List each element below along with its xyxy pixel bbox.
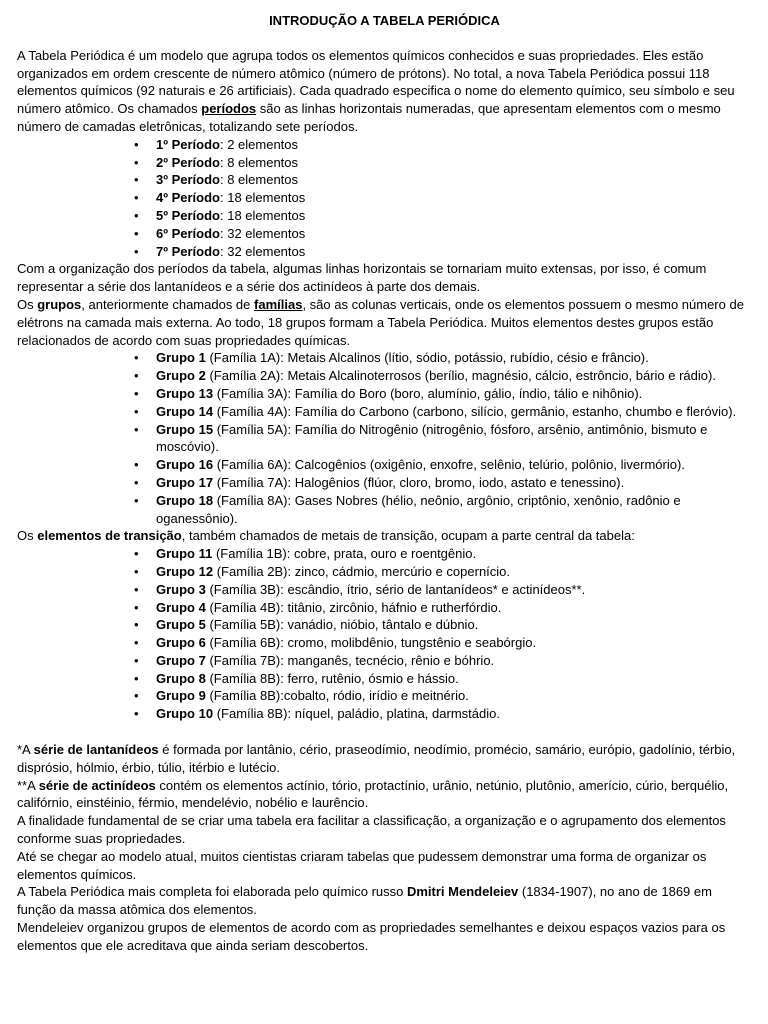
group-text: (Família 2A): Metais Alcalinoterrosos (berílio, magnésio, cálcio, estrôncio, bário e rádio). xyxy=(205,368,716,384)
group-label: Grupo 11 xyxy=(156,546,213,562)
group-item xyxy=(156,563,752,581)
group-item xyxy=(156,616,752,634)
mendeleiev-text-1: A Tabela Periódica mais completa foi elaborada pelo químico russo xyxy=(17,884,407,900)
transition-groups-list xyxy=(17,545,752,723)
period-value: : 18 elementos xyxy=(219,207,306,223)
group-label: Grupo 7 xyxy=(156,652,206,668)
period-value: : 32 elementos xyxy=(219,225,306,241)
group-text: (Família 8A): Gases Nobres (hélio, neônio, argônio, criptônio, xenônio, radônio e oganessônio). xyxy=(156,492,681,526)
section-spacer xyxy=(17,723,752,741)
group-item xyxy=(156,456,752,474)
period-value: : 8 elementos xyxy=(219,154,299,170)
group-text: (Família 5B): vanádio, nióbio, tântalo e dúbnio. xyxy=(205,617,479,633)
groups-text-1: Os xyxy=(17,296,38,312)
group-label: Grupo 5 xyxy=(156,617,206,633)
group-text: (Família 8B): ferro, rutênio, ósmio e hássio. xyxy=(205,670,459,686)
group-text: (Família 8B):cobalto, ródio, irídio e meitnério. xyxy=(205,688,469,704)
group-text: (Família 2B): zinco, cádmio, mercúrio e copernício. xyxy=(213,563,511,579)
period-value: : 8 elementos xyxy=(219,172,299,188)
intro-text-a: A Tabela Periódica é um modelo que agrupa todos os elementos químicos conhecidos e suas propriedades. Eles estão organizados em ordem crescente de número atômico (número de prótons). No total, a nova Tabela Periódica possui 118 elementos químicos (92 naturais e 26 artificiais). Cada quadrado especifica o nome do elemento químico, seu símbolo e seu número atômico. Os chamados xyxy=(17,47,735,117)
group-item xyxy=(156,367,752,385)
lanthanides-note xyxy=(17,741,752,777)
group-item xyxy=(156,634,752,652)
group-label: Grupo 17 xyxy=(156,474,214,490)
group-item xyxy=(156,545,752,563)
transition-text-2: , também chamados de metais de transição, ocupam a parte central da tabela: xyxy=(181,528,635,544)
note-text: é formada por lantânio, cério, praseodímio, neodímio, promécio, samário, európio, gadolínio, térbio, disprósio, hólmio, érbio, túlio, itérbio e lutécio. xyxy=(17,742,736,775)
group-label: Grupo 6 xyxy=(156,635,206,651)
group-text: (Família 1B): cobre, prata, ouro e roentgênio. xyxy=(212,546,477,562)
intro-paragraph xyxy=(17,47,752,136)
period-label: 2º Período xyxy=(156,154,220,170)
period-label: 7º Período xyxy=(156,243,220,259)
mendeleiev-name: Dmitri Mendeleiev xyxy=(406,884,519,900)
group-item xyxy=(156,652,752,670)
group-item xyxy=(156,581,752,599)
group-label: Grupo 9 xyxy=(156,688,206,704)
group-label: Grupo 4 xyxy=(156,599,206,615)
transition-text-1: Os xyxy=(17,528,38,544)
group-item xyxy=(156,492,752,528)
period-label: 3º Período xyxy=(156,172,220,188)
group-label: Grupo 15 xyxy=(156,421,214,437)
period-item xyxy=(156,243,752,261)
transition-term: elementos de transição xyxy=(37,528,182,544)
grupos-term: grupos xyxy=(37,296,82,312)
organization-paragraph: Com a organização dos períodos da tabela, algumas linhas horizontais se tornariam muito extensas, por isso, é comum representar a série dos lantanídeos e a série dos actinídeos à parte dos demais. xyxy=(17,261,707,295)
group-label: Grupo 14 xyxy=(156,403,214,419)
period-item xyxy=(156,207,752,225)
note-prefix: **A xyxy=(17,777,39,793)
group-label: Grupo 16 xyxy=(156,457,214,473)
groups-paragraph xyxy=(17,296,752,349)
group-item xyxy=(156,599,752,617)
group-label: Grupo 2 xyxy=(156,368,206,384)
group-text: (Família 5A): Família do Nitrogênio (nitrogênio, fósforo, arsênio, antimônio, bismuto e moscóvio). xyxy=(156,421,708,455)
group-text: (Família 1A): Metais Alcalinos (lítio, sódio, potássio, rubídio, césio e frâncio). xyxy=(205,350,649,366)
main-groups-list xyxy=(17,349,752,527)
group-text: (Família 7A): Halogênios (flúor, cloro, bromo, iodo, astato e tenessino). xyxy=(213,474,625,490)
period-item xyxy=(156,154,752,172)
group-text: (Família 7B): manganês, tecnécio, rênio e bóhrio. xyxy=(205,652,495,668)
period-label: 4º Período xyxy=(156,190,220,206)
period-item xyxy=(156,189,752,207)
actinides-term: série de actinídeos xyxy=(38,777,156,793)
group-item xyxy=(156,385,752,403)
actinides-note xyxy=(17,777,752,813)
group-label: Grupo 1 xyxy=(156,350,206,366)
transition-paragraph xyxy=(17,527,752,545)
lanthanides-term: série de lantanídeos xyxy=(33,742,159,758)
group-item xyxy=(156,705,752,723)
period-value: : 2 elementos xyxy=(219,136,299,152)
period-value: : 32 elementos xyxy=(219,243,306,259)
group-label: Grupo 12 xyxy=(156,563,214,579)
period-label: 1º Período xyxy=(156,136,220,152)
period-label: 6º Período xyxy=(156,225,220,241)
period-item xyxy=(156,225,752,243)
familias-term: famílias xyxy=(254,296,303,312)
group-item xyxy=(156,670,752,688)
group-text: (Família 8B): níquel, paládio, platina, darmstádio. xyxy=(213,706,500,722)
scientists-paragraph: Até se chegar ao modelo atual, muitos cientistas criaram tabelas que pudessem demonstrar uma forma de organizar os elementos químicos. xyxy=(17,848,707,882)
mendeleiev-text-2: (1834-1907), no ano de 1869 em função da massa atômica dos elementos. xyxy=(17,884,712,918)
group-label: Grupo 18 xyxy=(156,492,214,508)
mendeleiev-paragraph xyxy=(17,883,752,919)
group-label: Grupo 13 xyxy=(156,385,214,401)
periods-list xyxy=(17,136,752,261)
group-item xyxy=(156,421,752,457)
group-item xyxy=(156,687,752,705)
groups-text-3: , são as colunas verticais, onde os elementos possuem o mesmo número de elétrons na camada mais externa. Ao todo, 18 grupos formam a Tabela Periódica. Muitos elementos destes grupos estão relacionados de acordo com suas propriedades químicas. xyxy=(17,296,744,348)
intro-text-b: são as linhas horizontais numeradas, que apresentam elementos com o mesmo número de camadas eletrônicas, totalizando sete períodos. xyxy=(17,101,721,134)
periodos-term: períodos xyxy=(201,101,257,117)
period-item xyxy=(156,171,752,189)
period-item xyxy=(156,136,752,154)
group-text: (Família 3B): escândio, ítrio, sério de lantanídeos* e actinídeos**. xyxy=(205,581,586,597)
group-text: (Família 3A): Família do Boro (boro, alumínio, gálio, índio, tálio e nihônio). xyxy=(213,385,643,401)
group-item xyxy=(156,349,752,367)
group-text: (Família 6A): Calcogênios (oxigênio, enxofre, selênio, telúrio, polônio, livermório). xyxy=(213,457,685,473)
group-text: (Família 6B): cromo, molibdênio, tungstênio e seabórgio. xyxy=(205,635,537,651)
document-title: INTRODUÇÃO A TABELA PERIÓDICA xyxy=(269,13,500,28)
group-label: Grupo 10 xyxy=(156,706,214,722)
group-item xyxy=(156,474,752,492)
note-text: contém os elementos actínio, tório, protactínio, urânio, netúnio, plutônio, amerício, cúrio, berquélio, califórnio, einstéinio, férmio, mendelévio, nobélio e laurêncio. xyxy=(17,777,729,811)
period-label: 5º Período xyxy=(156,207,220,223)
group-text: (Família 4A): Família do Carbono (carbono, silício, germânio, estanho, chumbo e fleróvio). xyxy=(213,403,737,419)
groups-text-2: , anteriormente chamados de xyxy=(81,296,255,312)
purpose-paragraph: A finalidade fundamental de se criar uma tabela era facilitar a classificação, a organização e o agrupamento dos elementos conforme suas propriedades. xyxy=(17,813,726,847)
final-paragraph: Mendeleiev organizou grupos de elementos de acordo com as propriedades semelhantes e deixou espaços vazios para os elementos que ele acreditava que ainda seriam descobertos. xyxy=(17,920,726,953)
group-label: Grupo 8 xyxy=(156,670,206,686)
group-item xyxy=(156,403,752,421)
group-text: (Família 4B): titânio, zircônio, háfnio e rutherfórdio. xyxy=(205,599,502,615)
note-prefix: *A xyxy=(17,742,34,758)
group-label: Grupo 3 xyxy=(156,581,206,597)
period-value: : 18 elementos xyxy=(219,190,306,206)
